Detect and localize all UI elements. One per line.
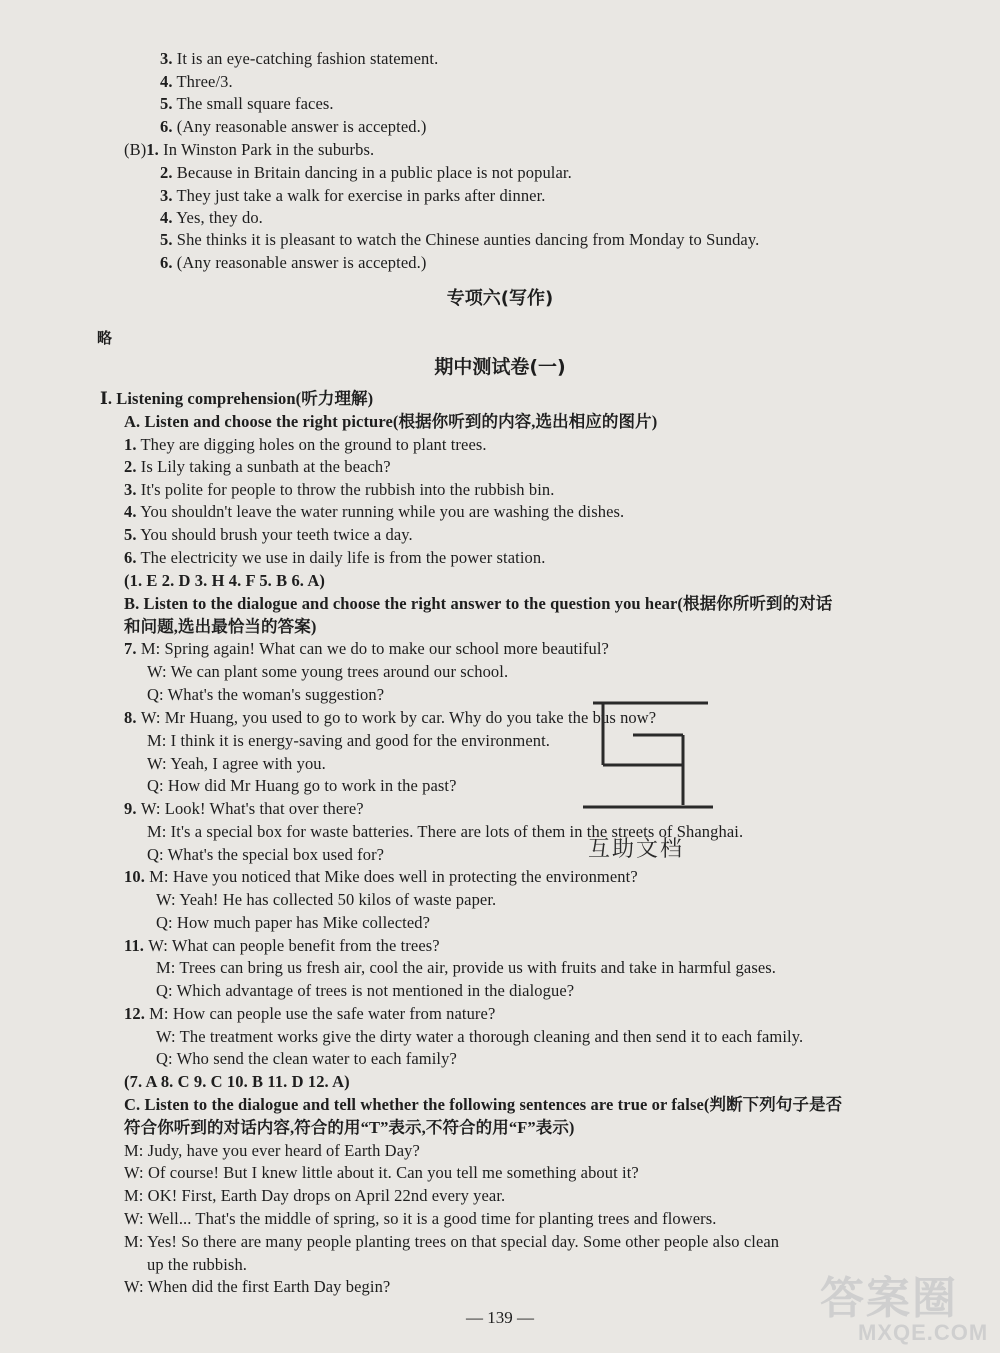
dialogue-line: M: It's a special box for waste batteries. There are lots of them in the streets of Shanghai.	[147, 822, 744, 841]
part-a-title: A. Listen and choose the right picture(根据你听到的内容,选出相应的图片)	[124, 412, 658, 431]
script-line: 4. You shouldn't leave the water running while you are washing the dishes.	[124, 502, 625, 521]
dialogue-line: 9. W: Look! What's that over there?	[124, 799, 364, 818]
dialogue-line: 11. W: What can people benefit from the trees?	[124, 936, 440, 955]
dialogue-line: W: Well... That's the middle of spring, so it is a good time for planting trees and flowers.	[124, 1209, 717, 1228]
answer-line: 3. It is an eye-catching fashion statement.	[160, 49, 439, 68]
watermark-text: 互助文档	[588, 837, 685, 862]
section-title: 专项六(写作)	[446, 288, 554, 309]
dialogue-line: Q: Which advantage of trees is not mentioned in the dialogue?	[156, 981, 575, 1000]
script-line: 6. The electricity we use in daily life is from the power station.	[124, 548, 546, 567]
corner-watermark-url: MXQE.COM	[858, 1320, 989, 1345]
answer-line: 3. They just take a walk for exercise in parks after dinner.	[160, 186, 546, 205]
dialogue-line: W: We can plant some young trees around our school.	[147, 662, 509, 681]
script-line: 5. You should brush your teeth twice a day.	[124, 525, 413, 544]
answer-line: (B)1. In Winston Park in the suburbs.	[124, 140, 375, 159]
dialogue-line: W: Of course! But I knew little about it. Can you tell me something about it?	[124, 1163, 639, 1182]
dialogue-line: W: Yeah! He has collected 50 kilos of waste paper.	[156, 890, 497, 909]
answer-line: 2. Because in Britain dancing in a public place is not popular.	[160, 163, 572, 182]
answer-line: 5. The small square faces.	[160, 94, 334, 113]
part-b-title: 和问题,选出最恰当的答案)	[124, 617, 317, 636]
part-b-title: B. Listen to the dialogue and choose the right answer to the question you hear(根据你所听到的对话	[124, 594, 833, 613]
script-line: 2. Is Lily taking a sunbath at the beach?	[124, 457, 391, 476]
part-c-title: C. Listen to the dialogue and tell whether the following sentences are true or false(判断下列句子是否	[124, 1095, 843, 1114]
part-c-title: 符合你听到的对话内容,符合的用“T”表示,不符合的用“F”表示)	[124, 1118, 575, 1137]
dialogue-line: W: Yeah, I agree with you.	[147, 754, 326, 773]
answer-key: (7. A 8. C 9. C 10. B 11. D 12. A)	[124, 1072, 350, 1091]
part-title: Ⅰ. Listening comprehension(听力理解)	[100, 389, 374, 408]
page-number: — 139 —	[466, 1308, 534, 1327]
dialogue-line: M: Trees can bring us fresh air, cool the air, provide us with fruits and take in harmful gases.	[156, 958, 777, 977]
dialogue-line: M: Judy, have you ever heard of Earth Day?	[124, 1141, 420, 1160]
dialogue-line: W: When did the first Earth Day begin?	[124, 1277, 391, 1296]
script-line: 3. It's polite for people to throw the rubbish into the rubbish bin.	[124, 480, 555, 499]
script-line: 1. They are digging holes on the ground to plant trees.	[124, 435, 487, 454]
answer-line: 6. (Any reasonable answer is accepted.)	[160, 117, 427, 136]
corner-watermark: 答案圈	[820, 1273, 958, 1324]
dialogue-line: M: I think it is energy-saving and good for the environment.	[147, 731, 550, 750]
answer-line: 4. Three/3.	[160, 72, 233, 91]
dialogue-line: Q: How much paper has Mike collected?	[156, 913, 431, 932]
dialogue-line: Q: What's the special box used for?	[147, 845, 385, 864]
dialogue-line: 12. M: How can people use the safe water from nature?	[124, 1004, 496, 1023]
dialogue-line: up the rubbish.	[147, 1255, 248, 1274]
dialogue-line: 7. M: Spring again! What can we do to make our school more beautiful?	[124, 639, 609, 658]
dialogue-line: W: The treatment works give the dirty water a thorough cleaning and then send it to each family.	[156, 1027, 804, 1046]
answer-line: 6. (Any reasonable answer is accepted.)	[160, 253, 427, 272]
dialogue-line: 8. W: Mr Huang, you used to go to work by car. Why do you take the bus now?	[124, 708, 657, 727]
dialogue-line: Q: Who send the clean water to each family?	[156, 1049, 457, 1068]
dialogue-line: 10. M: Have you noticed that Mike does well in protecting the environment?	[124, 867, 638, 886]
answer-line: 5. She thinks it is pleasant to watch the Chinese aunties dancing from Monday to Sunday.	[160, 230, 760, 249]
section-content: 略	[97, 329, 113, 347]
dialogue-line: Q: What's the woman's suggestion?	[147, 685, 385, 704]
dialogue-line: M: Yes! So there are many people planting trees on that special day. Some other people also clean	[124, 1232, 780, 1251]
answer-key: (1. E 2. D 3. H 4. F 5. B 6. A)	[124, 571, 325, 590]
answer-line: 4. Yes, they do.	[160, 208, 263, 227]
dialogue-line: M: OK! First, Earth Day drops on April 22nd every year.	[124, 1186, 506, 1205]
exam-title: 期中测试卷(一)	[434, 356, 566, 378]
dialogue-line: Q: How did Mr Huang go to work in the past?	[147, 776, 457, 795]
